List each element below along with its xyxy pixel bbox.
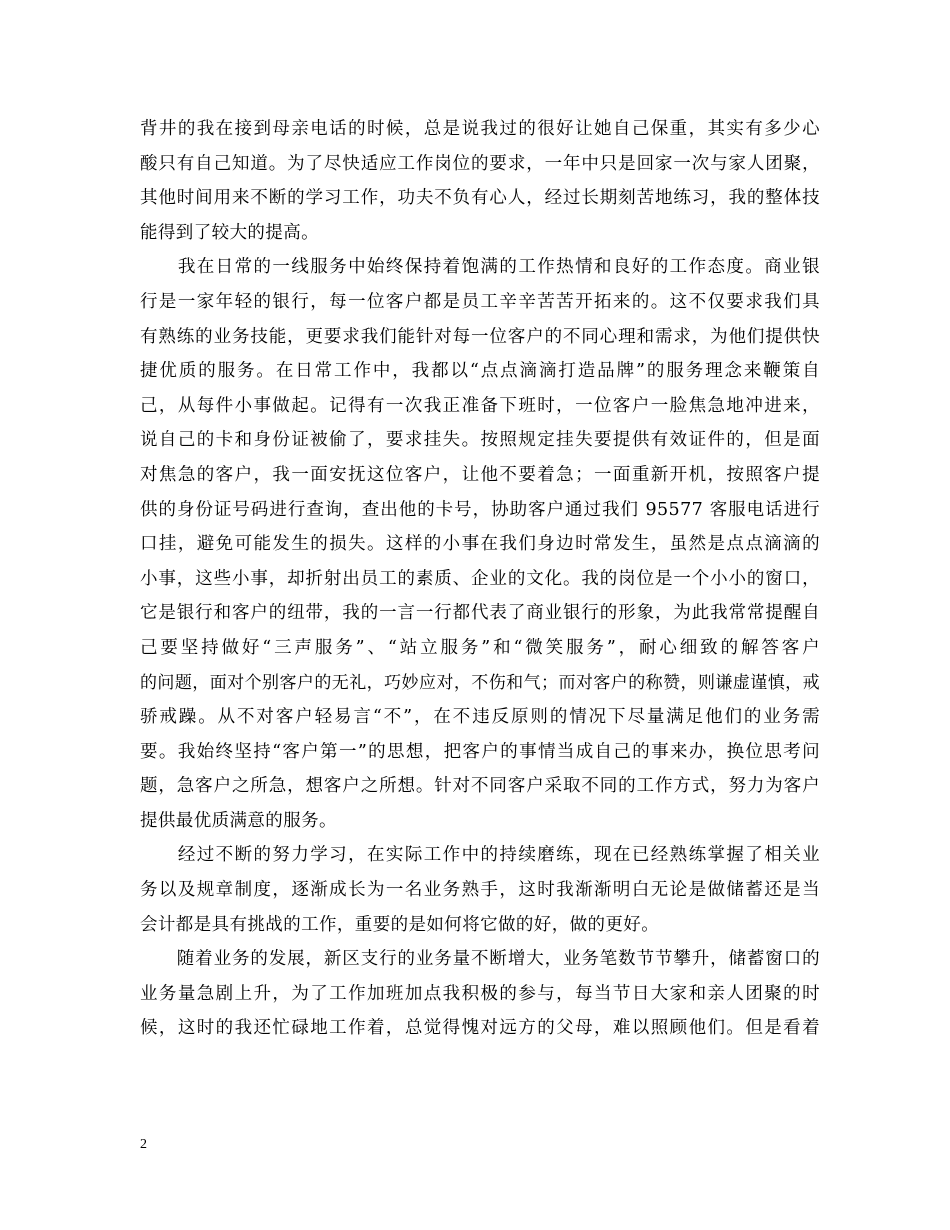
text-line: 供的身份证号码进行查询，查出他的卡号，协助客户通过我们 95577 客服电话进行	[140, 499, 820, 520]
text-line: 小事，这些小事，却折射出员工的素质、企业的文化。我的岗位是一个小小的窗口，	[140, 568, 820, 589]
text-line: 有熟练的业务技能，更要求我们能针对每一位客户的不同心理和需求，为他们提供快	[140, 326, 820, 347]
text-line: 的问题，面对个别客户的无礼，巧妙应对，不伤和气；而对客户的称赞，则谦虚谨慎，戒	[140, 672, 820, 693]
text-line: 口挂，避免可能发生的损失。这样的小事在我们身边时常发生，虽然是点点滴滴的	[140, 534, 820, 555]
text-line: 行是一家年轻的银行，每一位客户都是员工辛辛苦苦开拓来的。这不仅要求我们具	[140, 291, 820, 312]
page-number: 2	[140, 1137, 147, 1152]
body-text	[140, 112, 820, 1046]
text-line: 背井的我在接到母亲电话的时候，总是说我过的很好让她自己保重，其实有多少心	[140, 119, 820, 139]
text-line: 能得到了较大的提高。	[140, 222, 319, 243]
text-line: 捷优质的服务。在日常工作中，我都以“点点滴滴打造品牌”的服务理念来鞭策自	[140, 361, 820, 382]
text-line: 其他时间用来不断的学习工作，功夫不负有心人，经过长期刻苦地练习，我的整体技	[140, 188, 820, 209]
text-line: 酸只有自己知道。为了尽快适应工作岗位的要求，一年中只是回家一次与家人团聚，	[140, 153, 820, 174]
text-line: 它是银行和客户的纽带，我的一言一行都代表了商业银行的形象，为此我常常提醒自	[140, 603, 820, 624]
text-line: 我在日常的一线服务中始终保持着饱满的工作热情和良好的工作态度。商业银	[140, 257, 820, 278]
text-line: 骄戒躁。从不对客户轻易言“不”，在不违反原则的情况下尽量满足他们的业务需	[140, 707, 820, 728]
text-line: 随着业务的发展，新区支行的业务量不断增大，业务笔数节节攀升，储蓄窗口的	[140, 949, 820, 970]
text-line: 要。我始终坚持“客户第一”的思想，把客户的事情当成自己的事来办，换位思考问	[140, 741, 820, 762]
text-line: 对焦急的客户，我一面安抚这位客户，让他不要着急；一面重新开机，按照客户提	[140, 464, 820, 485]
text-line: 题，急客户之所急，想客户之所想。针对不同客户采取不同的工作方式，努力为客户	[140, 776, 820, 797]
text-line: 提供最优质满意的服务。	[140, 810, 337, 831]
text-line: 会计都是具有挑战的工作，重要的是如何将它做的好，做的更好。	[140, 914, 660, 935]
text-line: 经过不断的努力学习，在实际工作中的持续磨练，现在已经熟练掌握了相关业	[140, 845, 820, 866]
text-line: 务以及规章制度，逐渐成长为一名业务熟手，这时我渐渐明白无论是做储蓄还是当	[140, 880, 820, 901]
text-line: 己要坚持做好“三声服务”、“站立服务”和“微笑服务”，耐心细致的解答客户	[140, 637, 820, 658]
text-line: 业务量急剧上升，为了工作加班加点我积极的参与，每当节日大家和亲人团聚的时	[140, 983, 820, 1004]
text-line: 候，这时的我还忙碌地工作着，总觉得愧对远方的父母，难以照顾他们。但是看着	[140, 1018, 820, 1039]
text-line: 己，从每件小事做起。记得有一次我正准备下班时，一位客户一脸焦急地冲进来，	[140, 395, 820, 416]
text-line: 说自己的卡和身份证被偷了，要求挂失。按照规定挂失要提供有效证件的，但是面	[140, 430, 820, 451]
